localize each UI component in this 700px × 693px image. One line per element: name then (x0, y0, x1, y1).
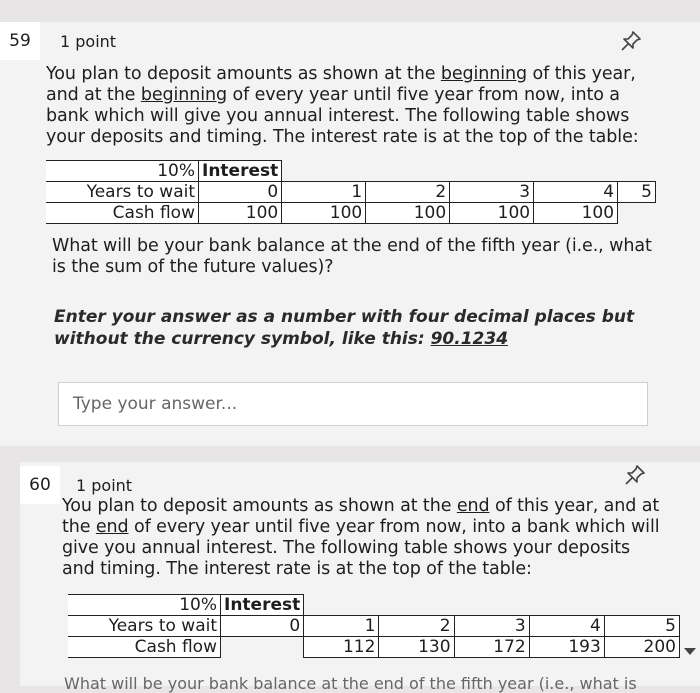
cash-cell: 172 (454, 637, 529, 658)
year-cell: 4 (529, 616, 604, 637)
question-number: 60 (20, 466, 60, 504)
year-cell: 0 (199, 182, 282, 203)
rate-label: Interest (221, 595, 304, 616)
year-cell: 5 (604, 616, 679, 637)
cash-cell: 100 (282, 203, 366, 224)
question-60-card (20, 462, 700, 686)
cash-cell (221, 637, 304, 658)
question-text: You plan to deposit amounts as shown at the beginning of this year, and at the beginning of every year until five year from now, into a bank which will give you annual interest. The following table shows your deposits and timing. The interest rate is at the top of the table: (46, 64, 639, 147)
pin-icon[interactable] (624, 464, 646, 486)
cash-cell: 130 (379, 637, 454, 658)
year-cell: 4 (534, 182, 618, 203)
question-text: You plan to deposit amounts as shown at the end of this year, and at the end of every year until five year from now, into a bank which will give you annual interest. The following table shows your deposits and timing. The interest rate is at the top of the table: (62, 496, 660, 579)
question-prompt: What will be your bank balance at the end of the fifth year (i.e., what is the sum of the future values)? (52, 236, 652, 277)
cash-cell: 100 (366, 203, 450, 224)
year-cell: 2 (379, 616, 454, 637)
years-label: Years to wait (68, 616, 221, 637)
rate-label: Interest (199, 161, 282, 182)
cash-cell: 112 (304, 637, 379, 658)
year-cell: 5 (618, 182, 656, 203)
points-label: 1 point (60, 32, 117, 51)
cashflow-label: Cash flow (68, 637, 221, 658)
pin-icon[interactable] (620, 30, 642, 52)
year-cell: 0 (221, 616, 304, 637)
scroll-down-icon[interactable] (684, 648, 696, 655)
cash-cell: 100 (199, 203, 282, 224)
years-label: Years to wait (46, 182, 199, 203)
year-cell: 3 (454, 616, 529, 637)
cash-cell: 100 (450, 203, 534, 224)
year-cell: 3 (450, 182, 534, 203)
cashflow-label: Cash flow (46, 203, 199, 224)
answer-input[interactable]: Type your answer... (58, 382, 648, 426)
rate-cell: 10% (46, 161, 199, 182)
cash-cell: 100 (534, 203, 618, 224)
deposit-table (68, 594, 680, 658)
rate-cell: 10% (68, 595, 221, 616)
year-cell: 1 (304, 616, 379, 637)
year-cell: 1 (282, 182, 366, 203)
cash-cell (618, 203, 656, 224)
question-number: 59 (0, 22, 40, 60)
cash-cell: 193 (529, 637, 604, 658)
answer-instruction: Enter your answer as a number with four decimal places but without the currency symbol, like this: 90.1234 (54, 307, 635, 349)
question-prompt-cutoff: What will be your bank balance at the end of the fifth year (i.e., what is (64, 674, 637, 693)
cash-cell: 200 (604, 637, 679, 658)
points-label: 1 point (76, 476, 133, 495)
deposit-table (46, 160, 656, 224)
question-59-card (0, 22, 700, 446)
year-cell: 2 (366, 182, 450, 203)
